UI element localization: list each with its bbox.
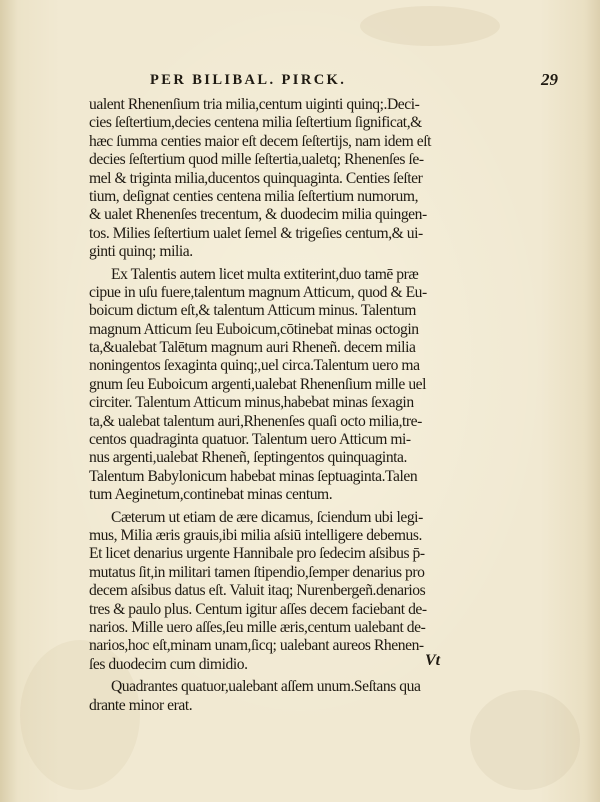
text-line: drante minor erat.	[89, 696, 193, 714]
running-head: PER BILIBAL. PIRCK.	[150, 72, 347, 88]
text-line: tos. Milies ſeſtertium ualet ſemel & trigeſies centum,& ui-	[89, 224, 423, 242]
body-text	[89, 96, 555, 715]
text-line: Cæterum ut etiam de ære dicamus, ſciendum ubi legi-	[111, 508, 423, 526]
text-line: ſes duodecim cum dimidio.	[89, 655, 248, 673]
text-line: boicum dictum eſt,& talentum Atticum minus. Talentum	[89, 302, 416, 320]
catchword: Vt	[425, 652, 441, 669]
text-line: mutatus ſit,in militari tamen ſtipendio,ſemper denarius pro	[89, 563, 425, 581]
page-number: 29	[541, 70, 558, 89]
text-line: Talentum Babylonicum habebat minas ſeptuaginta.Talen	[89, 467, 418, 485]
text-line: decies ſeſtertium quod mille ſeſtertia,ualetq; Rhenenſes ſe-	[89, 151, 424, 169]
text-line: cies ſeſtertium,decies centena milia ſeſtertium ſignificat,&	[89, 114, 422, 132]
text-line: tres & paulo plus. Centum igitur aſſes decem faciebant de-	[89, 600, 427, 618]
text-line: Et licet denarius urgente Hannibale pro ſedecim aſsibus p̄-	[89, 545, 425, 563]
text-line: narios,hoc eſt,minam unam,ſicq; ualebant aureos Rhenen-	[89, 637, 424, 655]
text-line: gnum ſeu Euboicum argenti,ualebat Rhenenſium mille uel	[89, 375, 427, 393]
text-line: cipue in uſu fuere,talentum magnum Atticum, quod & Eu-	[89, 283, 427, 301]
text-line: mel & triginta milia,ducentos quinquaginta. Centies ſeſter	[89, 169, 423, 187]
text-line: Ex Talentis autem licet multa extiterint,duo tamē præ	[111, 265, 419, 283]
text-line: nus argenti,ualebat Rheneñ, ſeptingentos quinquaginta.	[89, 449, 407, 467]
text-line: noningentos ſexaginta quinq;,uel circa.Talentum uero ma	[89, 357, 420, 375]
text-line: ta,&ualebat Talētum magnum auri Rheneñ. decem milia	[89, 339, 416, 357]
paragraph	[89, 96, 555, 262]
paper-stain	[360, 6, 500, 46]
page-header	[88, 70, 558, 94]
text-line: ualent Rhenenſium tria milia,centum uiginti quinq;.Deci-	[89, 96, 420, 113]
text-line: tium, deſignat centies centena milia ſeſtertium numorum,	[89, 187, 419, 205]
text-line: magnum Atticum ſeu Euboicum,cōtinebat minas octogin	[89, 320, 419, 338]
text-line: narios. Mille uero aſſes,ſeu mille æris,centum ualebant de-	[89, 618, 426, 636]
paragraph	[89, 509, 555, 675]
text-line: ginti quinq; milia.	[89, 243, 193, 261]
text-line: centos quadraginta quatuor. Talentum uero Atticum mi-	[89, 431, 411, 449]
paragraph	[89, 678, 555, 715]
text-line: mus, Milia æris grauis,ibi milia aſsiū intelligere debemus.	[89, 526, 422, 544]
text-line: circiter. Talentum Atticum minus,habebat minas ſexagin	[89, 394, 414, 412]
text-line: Quadrantes quatuor,ualebant aſſem unum.Seſtans qua	[111, 678, 421, 696]
paragraph	[89, 266, 555, 505]
text-line: hæc ſumma centies maior eſt decem ſeſtertijs, nam idem eſt	[89, 132, 431, 150]
text-line: tum Aeginetum,continebat minas centum.	[89, 486, 333, 504]
text-line: & ualet Rhenenſes trecentum, & duodecim milia quingen-	[89, 206, 427, 224]
text-line: ta,& ualebat talentum auri,Rhenenſes quaſi octo milia,tre-	[89, 412, 422, 430]
text-line: decem aſsibus datus eſt. Valuit itaq; Nurenbergeñ.denarios	[89, 582, 426, 600]
